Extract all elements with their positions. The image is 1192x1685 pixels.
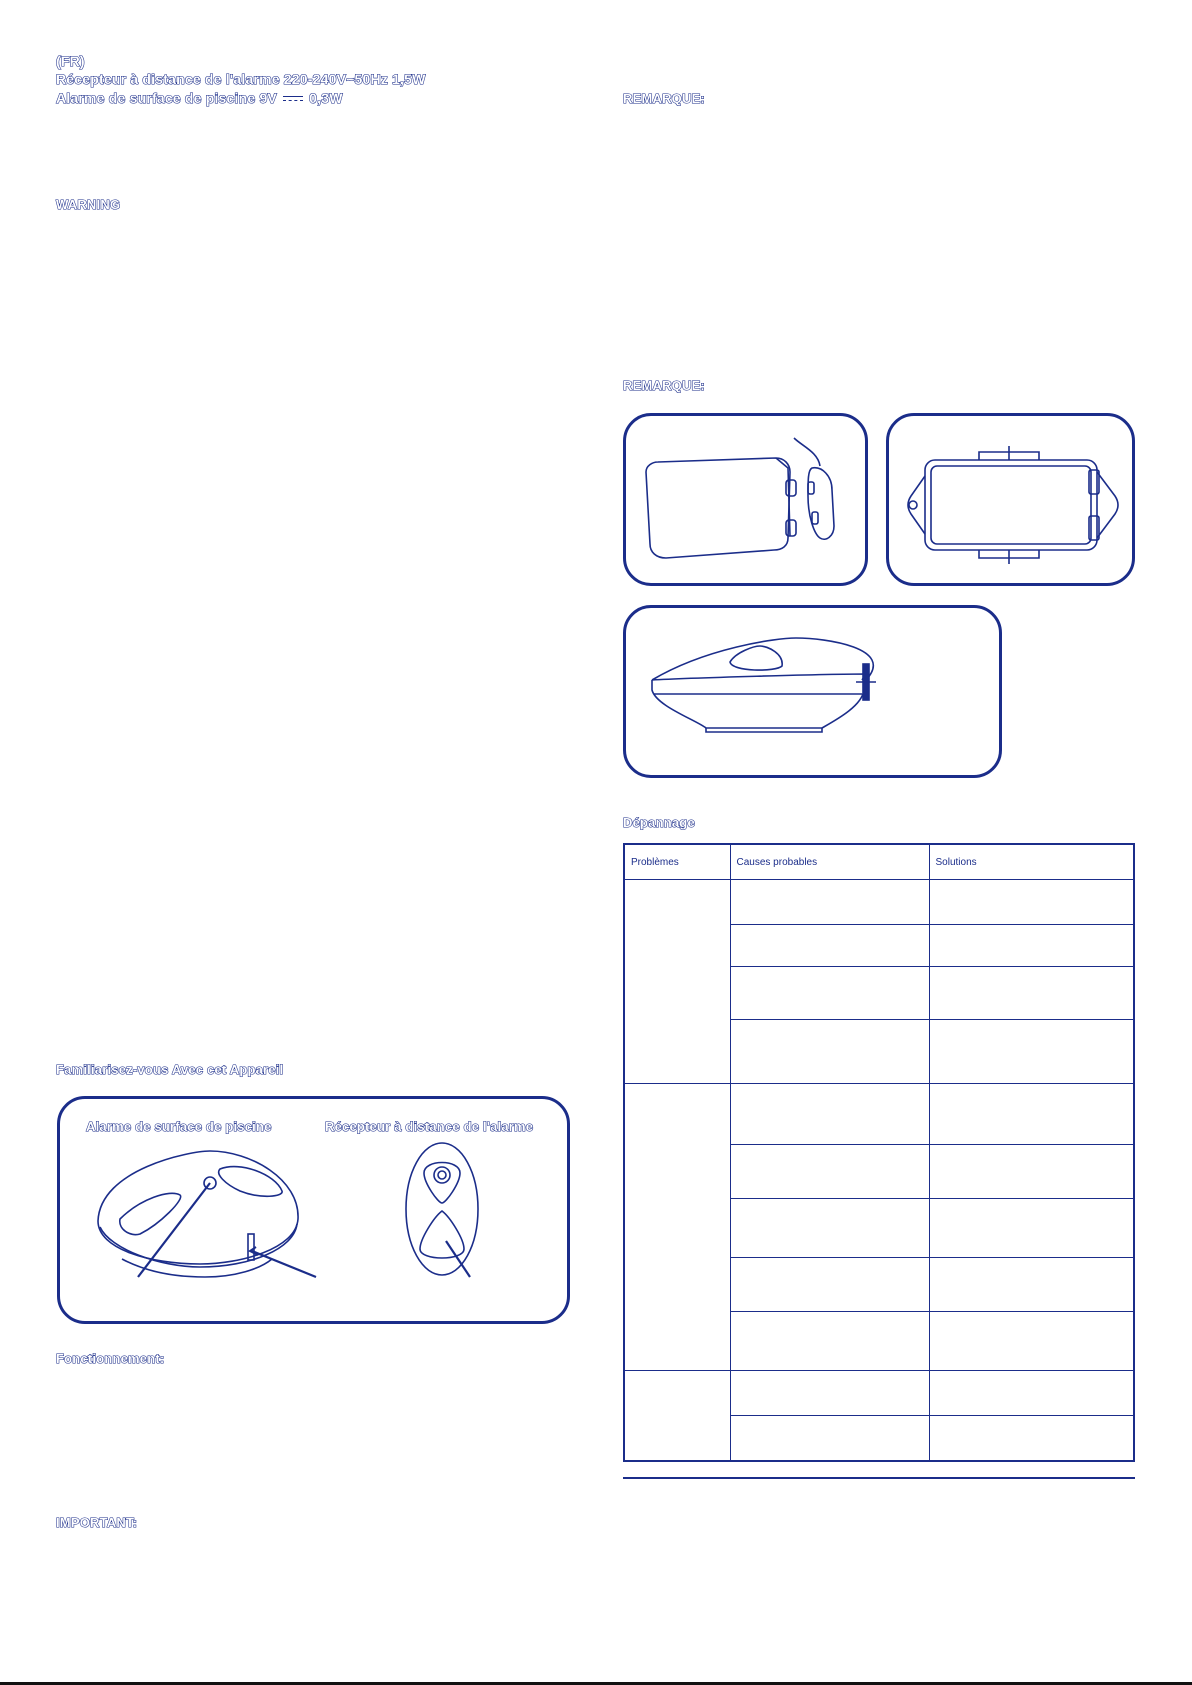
- cause-cell: [730, 1084, 929, 1145]
- battery-diagram-panel: [886, 413, 1135, 586]
- receiver-spec: Récepteur à distance de l'alarme 220-240V~50Hz 1,5W: [56, 71, 426, 87]
- battery-compartment-illustration: [889, 416, 1132, 583]
- solution-cell: [929, 1084, 1134, 1145]
- solution-cell: [929, 1145, 1134, 1199]
- solution-cell: [929, 925, 1134, 967]
- familiarize-heading: Familiarisez-vous Avec cet Appareil: [56, 1062, 284, 1077]
- note-heading-2: REMARQUE:: [623, 378, 705, 393]
- cause-cell: [730, 1020, 929, 1084]
- solution-cell: [929, 1258, 1134, 1312]
- important-heading: IMPORTANT:: [56, 1515, 138, 1530]
- table-row: [624, 1371, 1134, 1416]
- warning-heading: WARNING: [56, 197, 121, 212]
- table-row: [624, 1084, 1134, 1145]
- cause-cell: [730, 1145, 929, 1199]
- problem-cell: [624, 880, 730, 1084]
- header-problems: Problèmes: [624, 844, 730, 880]
- alarm-spec-text: Alarme de surface de piscine 9V: [56, 90, 277, 106]
- solution-cell: [929, 967, 1134, 1020]
- cause-cell: [730, 925, 929, 967]
- header-causes: Causes probables: [730, 844, 929, 880]
- remote-receiver-icon: [406, 1143, 478, 1277]
- troubleshooting-heading: Dépannage: [623, 815, 695, 830]
- problem-cell: [624, 1371, 730, 1461]
- table-row: [624, 880, 1134, 925]
- table-header-row: [624, 844, 1134, 880]
- cause-cell: [730, 967, 929, 1020]
- cause-cell: [730, 1371, 929, 1416]
- alarm-side-diagram-panel: [623, 605, 1002, 778]
- language-code: (FR): [56, 53, 85, 69]
- solution-cell: [929, 1199, 1134, 1258]
- section-divider: [623, 1477, 1135, 1479]
- device-overview-illustration: [60, 1099, 567, 1321]
- cause-cell: [730, 1199, 929, 1258]
- receiver-open-illustration: [626, 416, 865, 583]
- solution-cell: [929, 880, 1134, 925]
- dc-symbol-icon: [283, 95, 303, 104]
- cause-cell: [730, 1312, 929, 1371]
- note-heading-1: REMARQUE:: [623, 91, 705, 106]
- cause-cell: [730, 880, 929, 925]
- problem-cell: [624, 1084, 730, 1371]
- solution-cell: [929, 1312, 1134, 1371]
- alarm-side-illustration: [626, 608, 999, 775]
- alarm-spec: [56, 90, 343, 106]
- cause-cell: [730, 1258, 929, 1312]
- header-solutions: Solutions: [929, 844, 1134, 880]
- cause-cell: [730, 1416, 929, 1461]
- device-overview-panel: [57, 1096, 570, 1324]
- solution-cell: [929, 1020, 1134, 1084]
- troubleshooting-table: [623, 843, 1135, 1462]
- receiver-label: Récepteur à distance de l'alarme: [325, 1119, 534, 1134]
- operation-heading: Fonctionnement:: [56, 1351, 165, 1366]
- solution-cell: [929, 1371, 1134, 1416]
- alarm-spec-power: 0,3W: [309, 90, 343, 106]
- solution-cell: [929, 1416, 1134, 1461]
- receiver-diagram-panel: [623, 413, 868, 586]
- pool-alarm-disc-icon: [98, 1151, 316, 1277]
- alarm-label: Alarme de surface de piscine: [86, 1119, 272, 1134]
